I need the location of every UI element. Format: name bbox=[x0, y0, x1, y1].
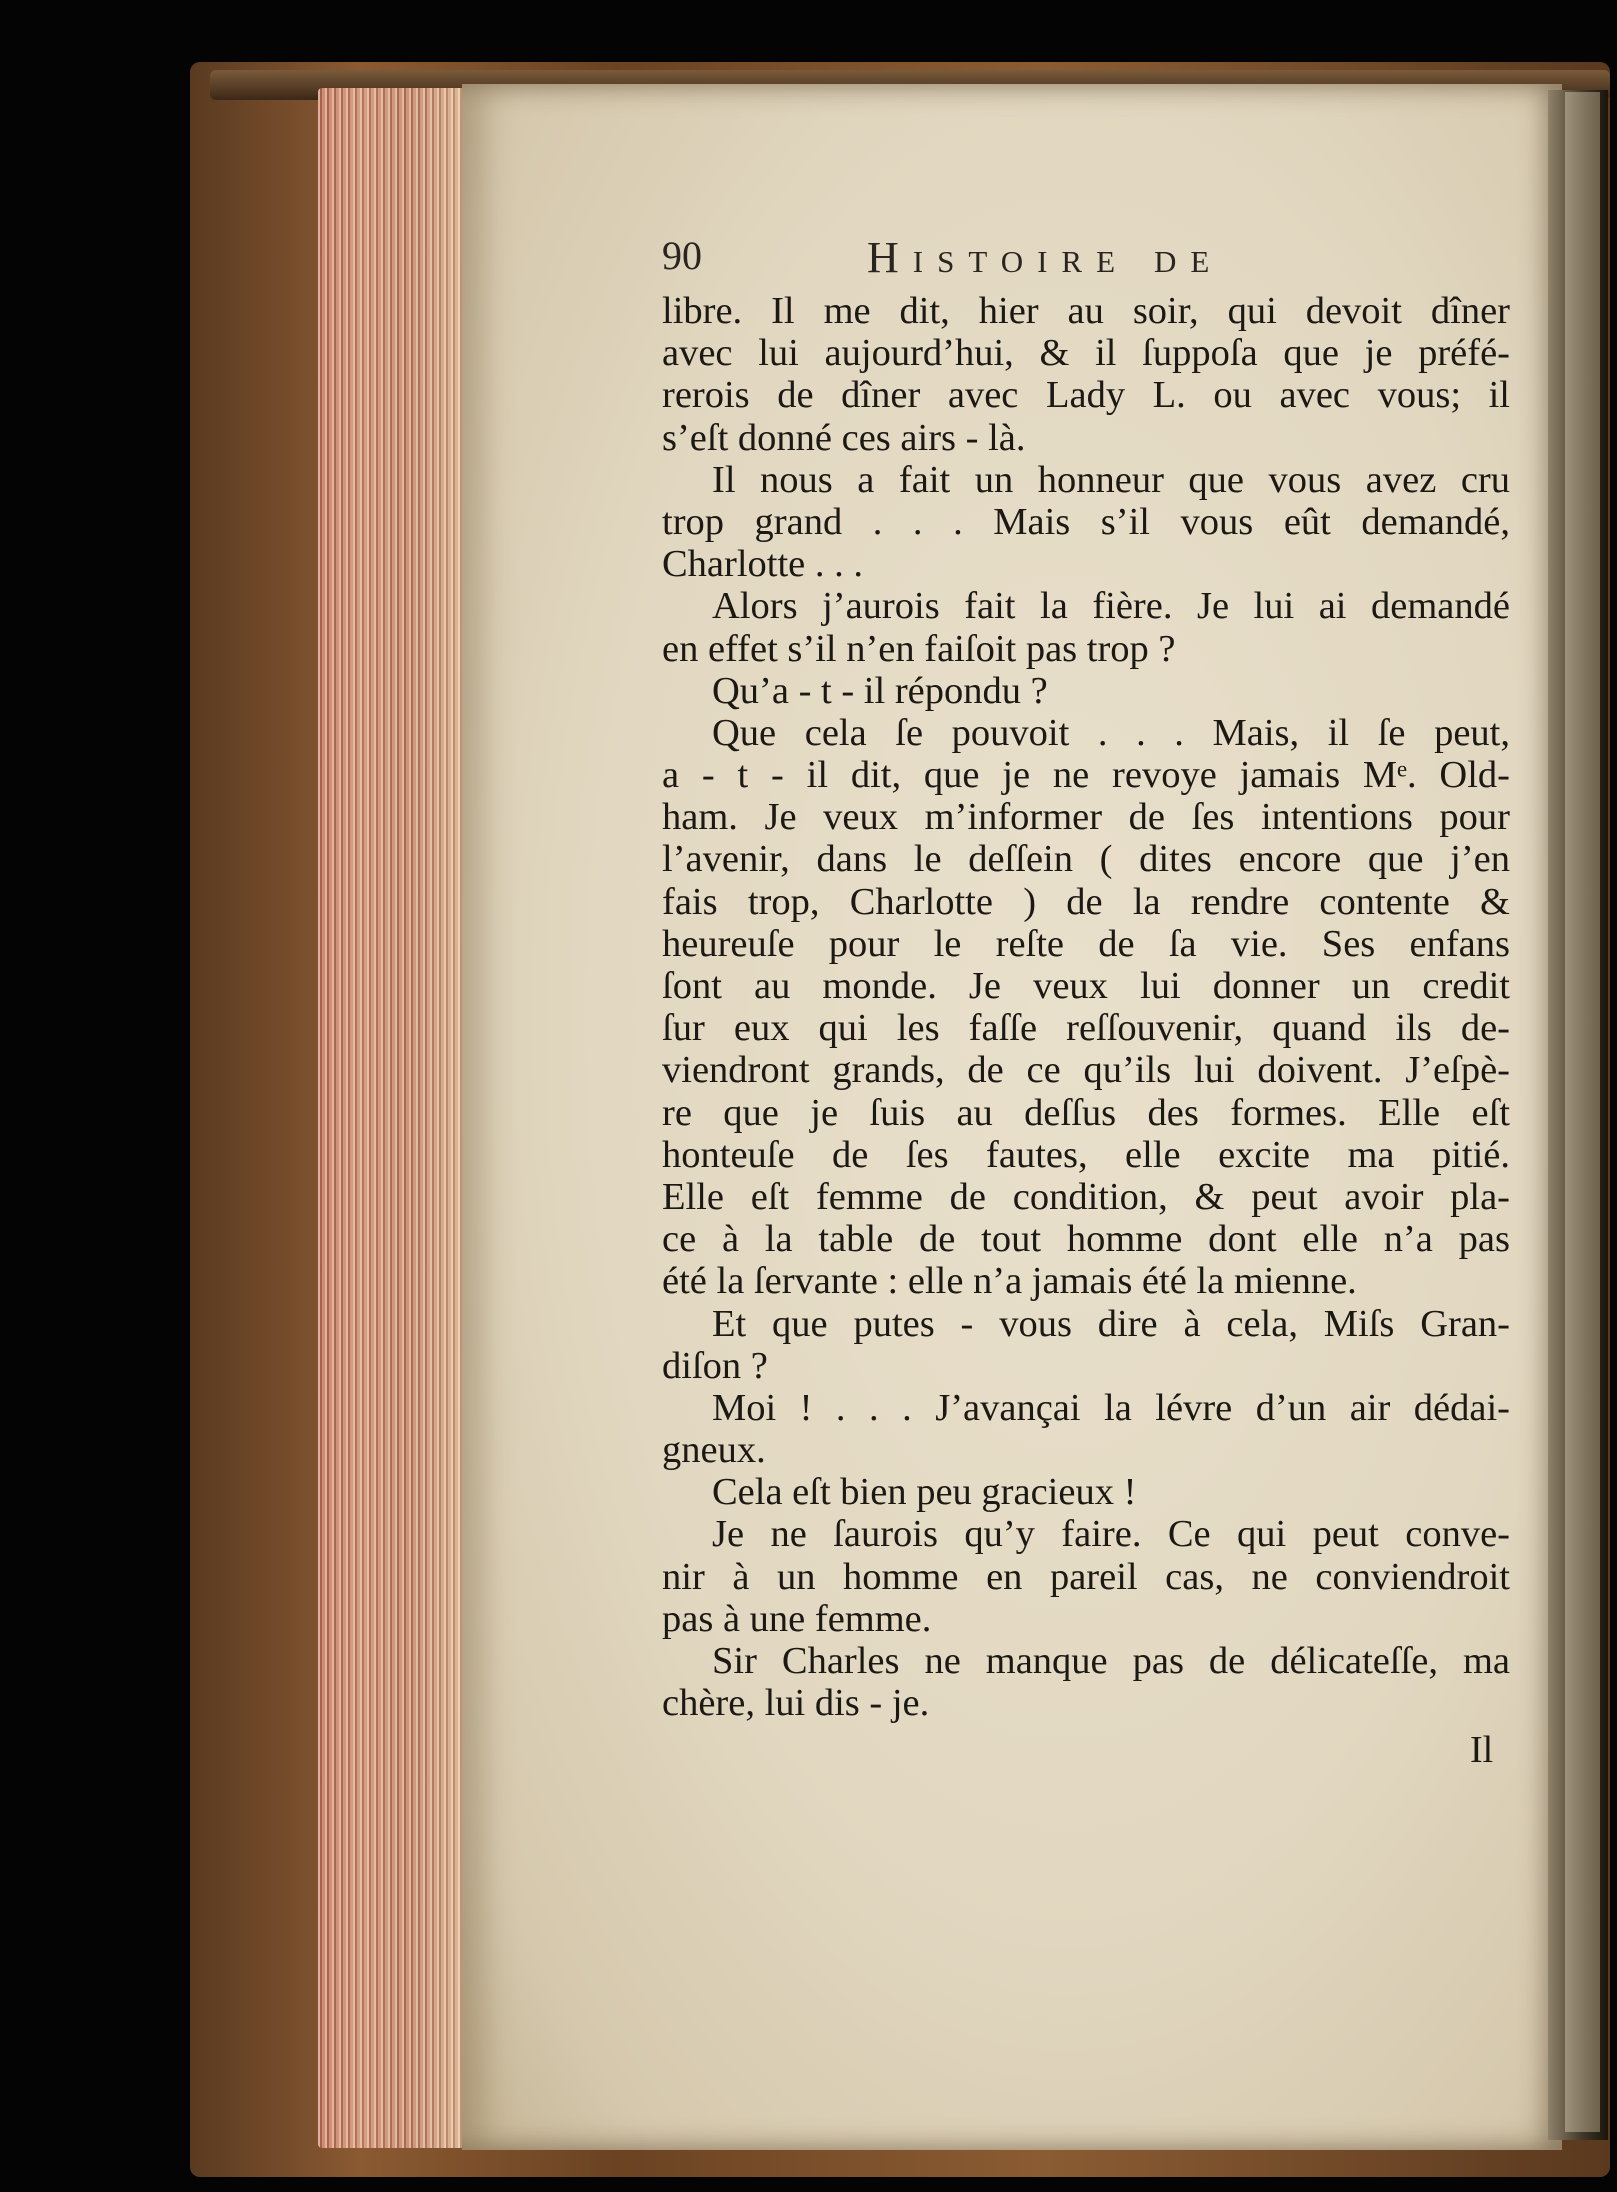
text-line: Il nous a fait un honneur que vous avez cru bbox=[712, 458, 1510, 501]
text-line: Alors j’aurois fait la fière. Je lui ai demandé bbox=[712, 585, 1510, 628]
text-line: honteuſe de ſes fautes, elle excite ma pitié. bbox=[662, 1133, 1510, 1176]
facing-page-edge bbox=[1565, 92, 1600, 2132]
running-header bbox=[662, 232, 1302, 292]
text-line: heureuſe pour le reſte de ſa vie. Ses enfans bbox=[662, 922, 1510, 965]
text-line: en effet s’il n’en faiſoit pas trop ? bbox=[662, 627, 1176, 670]
text-line: fais trop, Charlotte ) de la rendre contente & bbox=[662, 880, 1510, 923]
text-line: gneux. bbox=[662, 1429, 766, 1472]
text-line: l’avenir, dans le deſſein ( dites encore que j’en bbox=[662, 838, 1510, 881]
text-line: ſont au monde. Je veux lui donner un credit bbox=[662, 965, 1510, 1007]
text-line: ſur eux qui les faſſe reſſouvenir, quand ils de- bbox=[662, 1007, 1510, 1050]
text-line: Moi ! . . . J’avançai la lévre d’un air dédai- bbox=[712, 1386, 1510, 1429]
page-edges bbox=[318, 88, 468, 2148]
text-line: Que cela ſe pouvoit . . . Mais, il ſe peut, bbox=[712, 711, 1510, 754]
text-line: été la ſervante : elle n’a jamais été la mienne. bbox=[662, 1260, 1357, 1303]
text-line: libre. Il me dit, hier au soir, qui devoit dîner bbox=[662, 290, 1510, 332]
body-text bbox=[662, 290, 1510, 1724]
running-head-title: Histoire de bbox=[867, 233, 1224, 282]
text-line: trop grand . . . Mais s’il vous eût demandé, bbox=[662, 500, 1510, 543]
text-line: ce à la table de tout homme dont elle n’a pas bbox=[662, 1218, 1510, 1261]
text-line: Elle eſt femme de condition, & peut avoir pla- bbox=[662, 1175, 1510, 1218]
catchword: Il bbox=[1470, 1729, 1494, 1771]
text-line: Sir Charles ne manque pas de délicateſſe, ma bbox=[712, 1640, 1510, 1682]
page-number: 90 bbox=[662, 233, 702, 278]
text-line: Je ne ſaurois qu’y faire. Ce qui peut conve- bbox=[712, 1513, 1510, 1556]
text-line: Charlotte . . . bbox=[662, 543, 864, 586]
text-line: rerois de dîner avec Lady L. ou avec vous; il bbox=[662, 374, 1510, 417]
text-line: nir à un homme en pareil cas, ne conviendroit bbox=[662, 1555, 1510, 1598]
text-line: s’eſt donné ces airs - là. bbox=[662, 416, 1026, 459]
text-line: Cela eſt bien peu gracieux ! bbox=[712, 1471, 1137, 1514]
text-line: chère, lui dis - je. bbox=[662, 1682, 930, 1725]
text-line: ham. Je veux m’informer de ſes intentions pour bbox=[662, 796, 1510, 839]
text-line: Qu’a - t - il répondu ? bbox=[712, 669, 1048, 712]
text-line: Et que putes - vous dire à cela, Miſs Gran- bbox=[712, 1302, 1510, 1345]
text-line: viendront grands, de ce qu’ils lui doivent. J’eſpè- bbox=[662, 1049, 1510, 1092]
text-line: avec lui aujourd’hui, & il ſuppoſa que je préfé- bbox=[662, 332, 1510, 375]
text-line: diſon ? bbox=[662, 1344, 768, 1387]
text-line: a - t - il dit, que je ne revoye jamais Mᵉ. Old- bbox=[662, 754, 1510, 797]
text-line: re que je ſuis au deſſus des formes. Elle eſt bbox=[662, 1091, 1510, 1134]
text-line: pas à une femme. bbox=[662, 1597, 932, 1640]
